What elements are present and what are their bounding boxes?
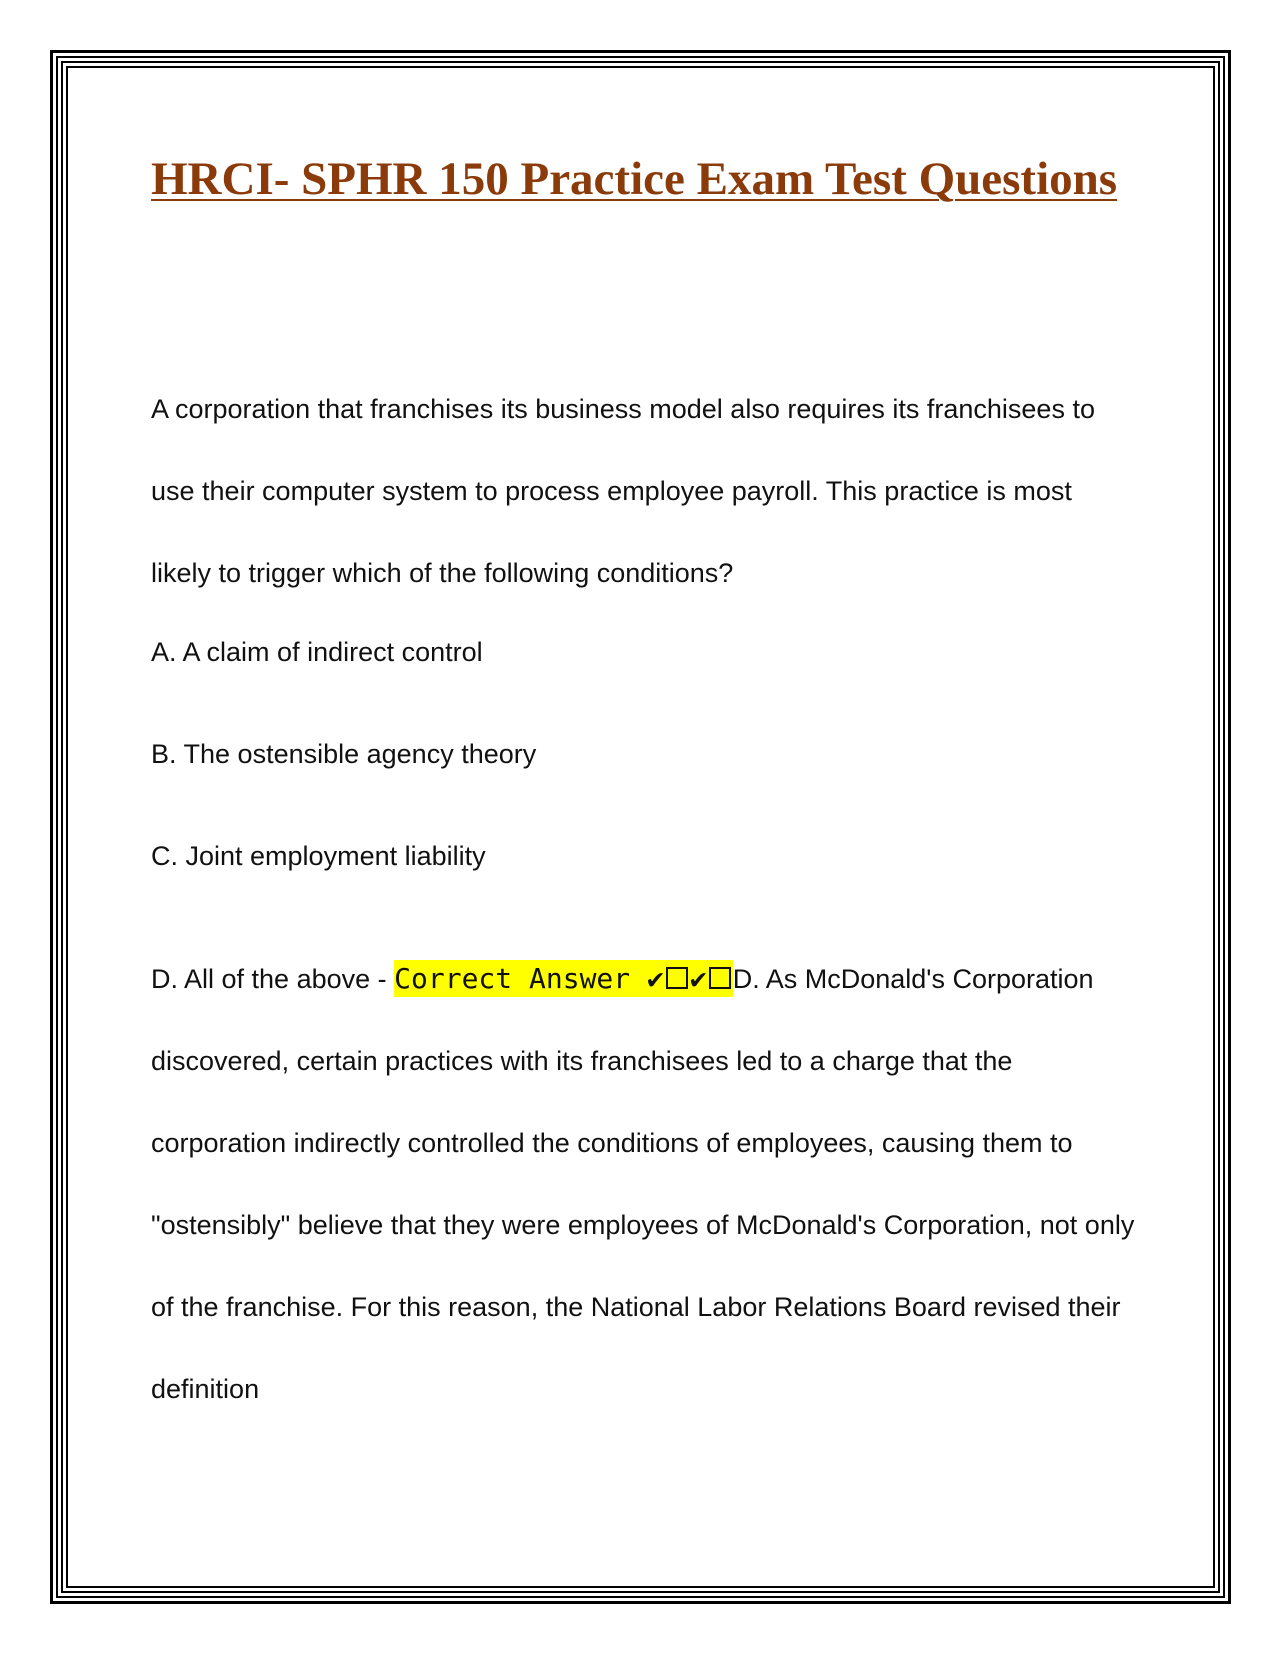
answer-prefix: D. All of the above - bbox=[151, 964, 395, 994]
correct-answer-label: Correct Answer bbox=[394, 962, 648, 995]
correct-answer-highlight bbox=[394, 960, 733, 997]
checkbox-icon bbox=[709, 967, 731, 989]
option-b: B. The ostensible agency theory bbox=[151, 739, 537, 769]
checkbox-icon bbox=[666, 967, 688, 989]
check-icon: ✔ bbox=[647, 962, 664, 995]
title-block bbox=[151, 150, 1131, 208]
page-title: HRCI- SPHR 150 Practice Exam Test Questions bbox=[151, 153, 1118, 205]
check-icon: ✔ bbox=[689, 962, 707, 995]
question-text: A corporation that franchises its business model also requires its franchisees to use their computer system to process employee payroll. This practice is most likely to trigger which of the following conditions? bbox=[151, 394, 1095, 588]
option-c: C. Joint employment liability bbox=[151, 841, 486, 871]
answer-block bbox=[151, 938, 1141, 1430]
answer-explanation: D. As McDonald's Corporation discovered, certain practices with its franchisees led to a charge that the corporation indirectly controlled the conditions of employees, causing them to "ostensibly" believe that they were employees of McDonald's Corporation, not only of the franchise. For this reason, the National Labor Relations Board revised their definition bbox=[151, 964, 1135, 1404]
option-a: A. A claim of indirect control bbox=[151, 637, 483, 667]
